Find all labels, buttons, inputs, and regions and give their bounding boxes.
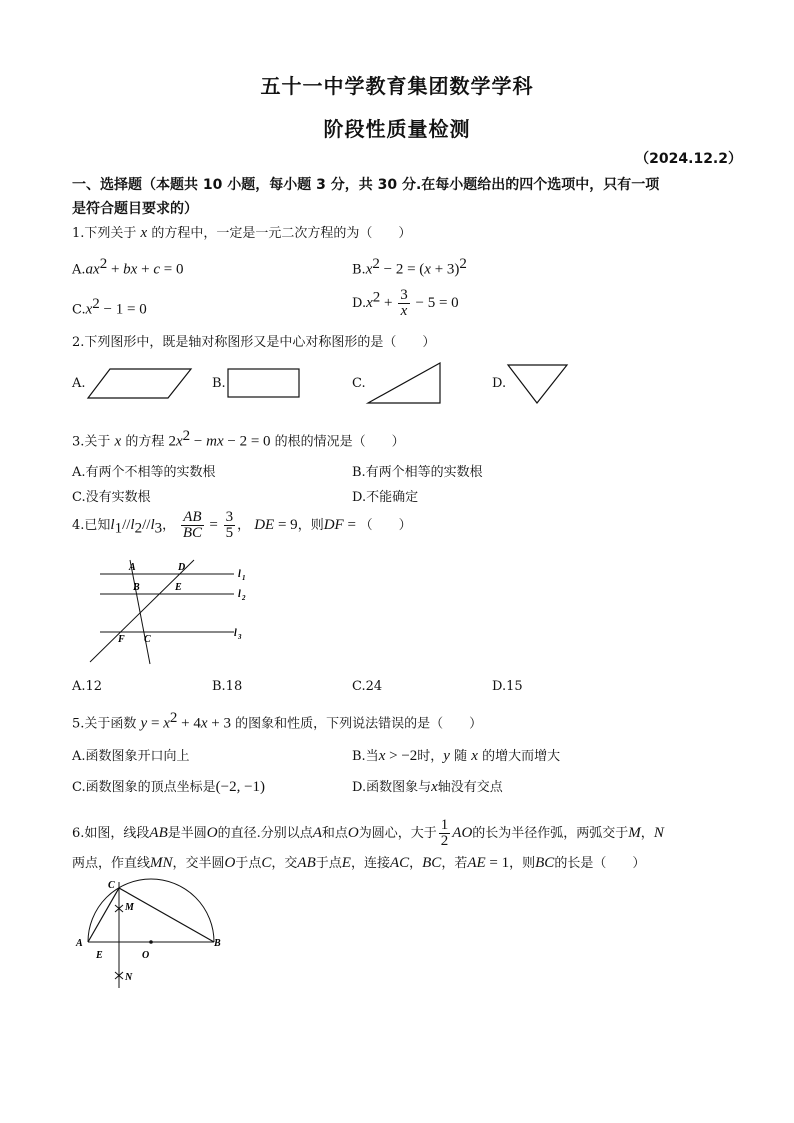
q6-semicircle-figure xyxy=(70,872,240,994)
q4-fig-label-l2: l xyxy=(238,589,241,600)
q3-option-c: C.没有实数根 xyxy=(72,490,151,505)
q5-option-c: C.函数图象的顶点坐标是(−2, −1) xyxy=(72,779,266,795)
exam-date: （2024.12.2） xyxy=(635,151,742,167)
page-title: 五十一中学教育集团数学学科 xyxy=(260,74,534,98)
q6-stem-line2: 两点，作直线MN，交半圆O于点C，交AB于点E，连接AC，BC，若AE = 1，则BC的长是（ ） xyxy=(72,855,646,871)
q1-option-d: $D.x^2$ + $\frac{3}{x}$ − 5 = 0 xyxy=(352,287,459,319)
q2-option-a-label: A. xyxy=(72,376,86,391)
q4-parallel-lines-figure xyxy=(84,556,254,668)
q6-fig-label-c: C xyxy=(108,880,115,891)
q6-fig-label-o: O xyxy=(142,950,150,961)
q2-right-triangle-figure xyxy=(364,360,444,406)
q1-option-a: $A.ax^2$ + bx + c = 0 xyxy=(72,256,184,278)
q4-fig-label-c: C xyxy=(144,634,151,645)
q6-fig-label-a: A xyxy=(76,938,83,949)
svg-text:2: 2 xyxy=(242,594,246,602)
q4-fig-label-e: E xyxy=(175,582,182,593)
q4-option-d: D.15 xyxy=(492,679,523,694)
q4-option-c: C.24 xyxy=(352,679,383,694)
svg-text:3: 3 xyxy=(238,633,242,641)
section-heading-line2: 是符合题目要求的） xyxy=(72,201,198,217)
q3-option-a: A.有两个不相等的实数根 xyxy=(72,465,216,480)
q6-fig-label-m: M xyxy=(125,902,134,913)
q5-option-d: D.函数图象与x轴没有交点 xyxy=(352,779,503,795)
q4-fig-label-f: F xyxy=(118,634,125,645)
q4-fig-label-b: B xyxy=(133,582,140,593)
q5-stem: 5.关于函数 $y = x^2 + 4x + 3$ 的图象和性质，下列说法错误的是（ ） xyxy=(72,710,483,732)
q2-inverted-triangle-figure xyxy=(506,362,570,406)
q1-option-c: $C.x^2 - 1 = 0$ xyxy=(72,296,147,318)
q4-stem: 4.已知$l_1//l_2//l_3$， $\frac{AB}{BC}$ = $\frac{3}{5}$ ， DE = 9，则DF = （ ） xyxy=(72,509,412,541)
q2-option-b-label: B. xyxy=(212,376,226,391)
q2-stem: 2.下列图形中，既是轴对称图形又是中心对称图形的是（ ） xyxy=(72,335,436,350)
q3-option-d: D.不能确定 xyxy=(352,490,419,505)
q3-option-b: B.有两个相等的实数根 xyxy=(352,465,483,480)
q1-option-b: $B.x^2 - 2 = (x + 3)^2$ xyxy=(352,256,467,278)
q6-stem-line1: 6.如图，线段AB是半圆O的直径.分别以点A和点O为圆心，大于 $\frac{1}{2}$ AO的长为半径作弧，两弧交于M，N xyxy=(72,817,664,849)
svg-text:1: 1 xyxy=(242,574,246,582)
q2-option-d-label: D. xyxy=(492,376,507,391)
q5-option-a: A.函数图象开口向上 xyxy=(72,749,190,764)
q2-option-c-label: C. xyxy=(352,376,366,391)
q4-fig-label-l1: l xyxy=(238,569,241,580)
q4-fig-label-l3: l xyxy=(234,628,237,639)
q4-fig-label-d: D xyxy=(178,562,186,573)
q6-fig-label-e: E xyxy=(96,950,103,961)
q4-option-b: B.18 xyxy=(212,679,243,694)
q4-option-a: A.12 xyxy=(72,679,103,694)
q6-fig-label-b: B xyxy=(214,938,221,949)
q1-stem: 1.下列关于 x 的方程中，一定是一元二次方程的为（ ） xyxy=(72,225,412,241)
page-subtitle: 阶段性质量检测 xyxy=(323,117,471,141)
section-heading-line1: 一、选择题（本题共 10 小题，每小题 3 分，共 30 分.在每小题给出的四个选项中，只有一项 xyxy=(72,177,660,193)
q3-stem: 3.关于 x 的方程 $2x^2$ − mx − 2 = 0 的根的情况是（ ） xyxy=(72,428,405,450)
q2-rectangle-figure xyxy=(226,366,302,400)
q4-fig-label-a: A xyxy=(129,562,136,573)
q2-parallelogram-figure xyxy=(86,366,196,402)
q6-fig-label-n: N xyxy=(125,972,133,983)
q5-option-b: B.当x > −2时，y 随 x 的增大而增大 xyxy=(352,748,561,764)
